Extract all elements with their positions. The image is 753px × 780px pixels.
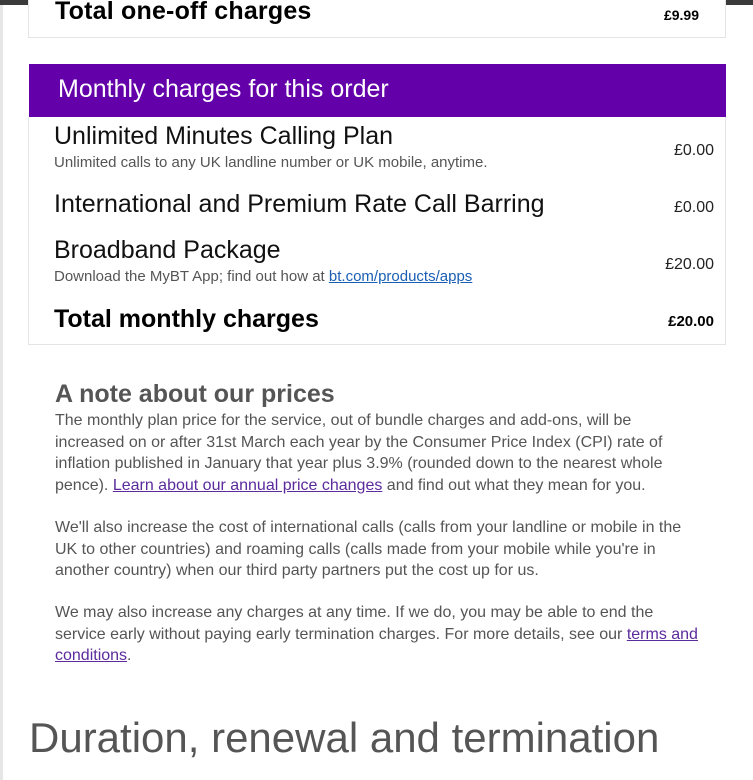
one-off-charges-card: [28, 0, 726, 38]
page-left-edge: [0, 5, 3, 780]
annual-price-changes-link[interactable]: Learn about our annual price changes: [112, 476, 383, 494]
note-paragraph-any-charges: [55, 602, 705, 667]
duration-renewal-termination-heading: Duration, renewal and termination: [29, 714, 660, 761]
line-item-price: £20.00: [665, 256, 714, 273]
monthly-charges-card: [28, 117, 726, 345]
note-title: A note about our prices: [55, 380, 335, 408]
bt-apps-link[interactable]: bt.com/products/apps: [328, 268, 473, 285]
note-paragraph-text: .: [127, 647, 132, 665]
line-item-subtitle: [54, 268, 472, 285]
note-paragraph-annual-increase: [55, 410, 705, 496]
line-item-title: Broadband Package: [54, 236, 281, 264]
monthly-charges-title: Monthly charges for this order: [58, 75, 389, 103]
line-item-title: Unlimited Minutes Calling Plan: [54, 122, 394, 150]
note-paragraph-text: We may also increase any charges at any time. If we do, you may be able to end the service early without paying early termination charges. For more details, see our: [55, 604, 654, 643]
line-item-price: £0.00: [673, 199, 714, 216]
line-item-subtitle: Unlimited calls to any UK landline number or UK mobile, anytime.: [54, 154, 488, 171]
monthly-total-label: Total monthly charges: [54, 305, 319, 333]
monthly-charges-header: [29, 64, 726, 117]
one-off-total-price: £9.99: [663, 7, 699, 23]
line-item-title: International and Premium Rate Call Barring: [54, 190, 545, 218]
terms-and-conditions-link[interactable]: terms and conditions: [55, 625, 698, 665]
line-item-subtitle-text: Download the MyBT App; find out how at: [54, 268, 329, 285]
note-paragraph-text: and find out what they mean for you.: [382, 476, 646, 494]
note-paragraph-international: We'll also increase the cost of international calls (calls from your landline or mobile in the UK to other countries) and roaming calls (calls made from your mobile while you're in another country) when our third party partners put the cost up for us.: [55, 519, 682, 580]
monthly-total-price: £20.00: [668, 313, 714, 330]
one-off-total-label: Total one-off charges: [55, 0, 312, 25]
line-item-price: £0.00: [673, 142, 714, 159]
note-paragraph-text: The monthly plan price for the service, out of bundle charges and add-ons, will be increased on or after 31st March each year by the Consumer Price Index (CPI) rate of inflation published in January that year plus 3.9% (rounded down to the nearest whole pence).: [55, 412, 663, 494]
